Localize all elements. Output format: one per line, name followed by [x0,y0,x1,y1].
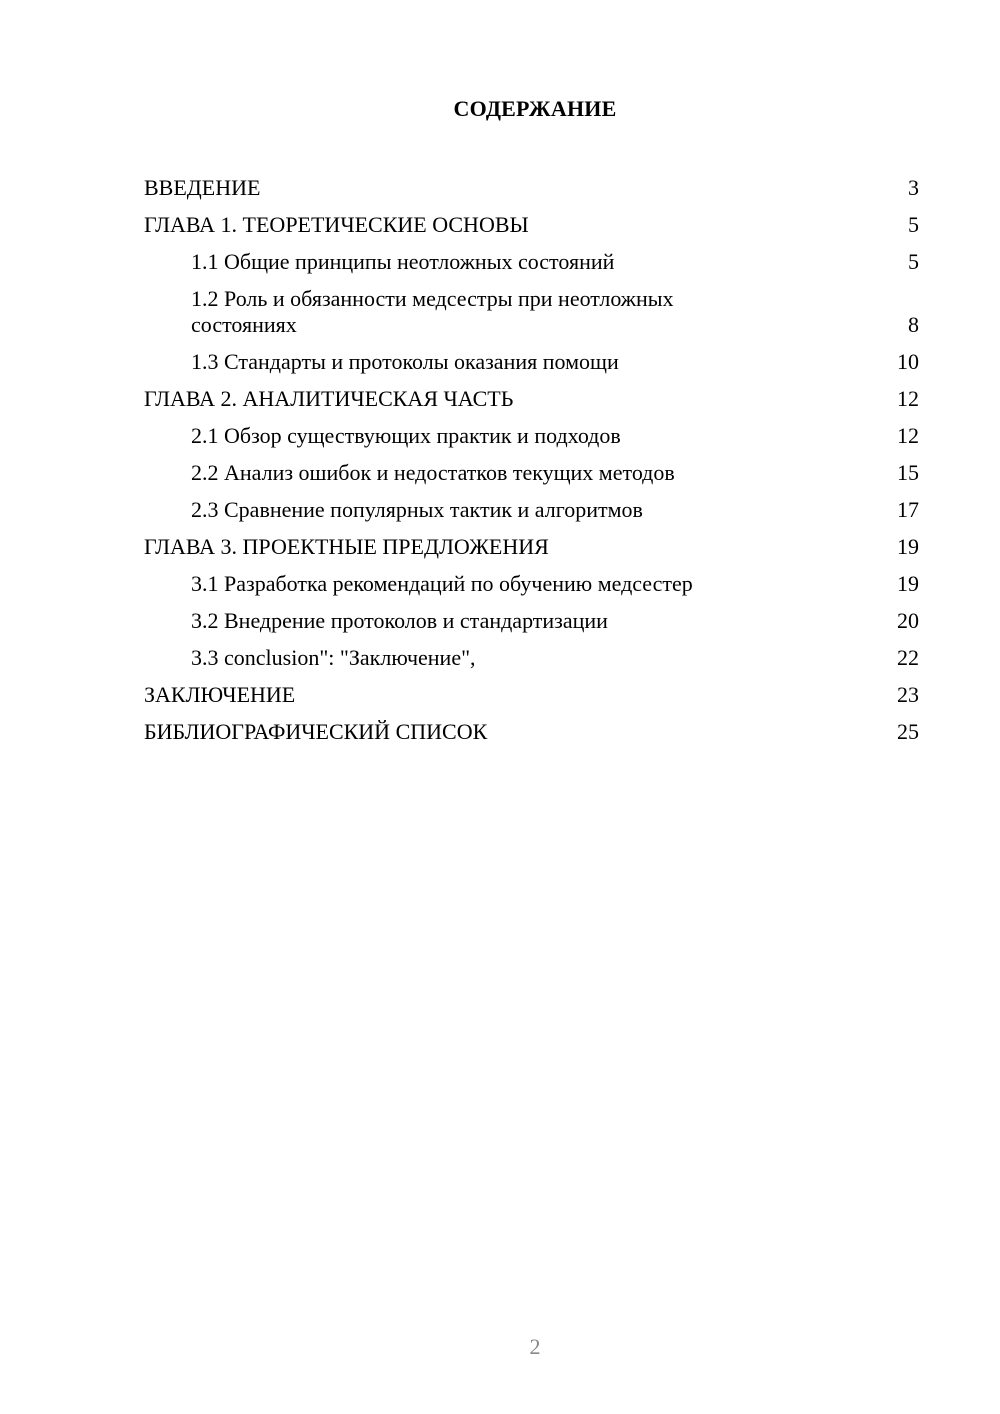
table-of-contents [144,170,919,751]
toc-title: СОДЕРЖАНИЕ [453,96,617,121]
toc-entry-label: 3.2 Внедрение протоколов и стандартизации [191,608,608,633]
toc-entry[interactable] [144,281,919,344]
toc-entry-label: БИБЛИОГРАФИЧЕСКИЙ СПИСОК [144,719,488,744]
toc-entry-label: ВВЕДЕНИЕ [144,175,261,200]
toc-entry[interactable] [144,207,919,244]
toc-entry-label: 2.3 Сравнение популярных тактик и алгоритмов [191,497,643,522]
toc-entry-label: 1.1 Общие принципы неотложных состояний [191,249,615,274]
toc-entry[interactable] [144,714,919,751]
toc-entry-page: 3 [908,175,919,200]
toc-entry-page: 12 [897,386,919,411]
toc-entry-label: 3.3 conclusion": "Заключение", [191,645,476,670]
toc-entry-page: 15 [897,460,919,485]
toc-entry[interactable] [144,566,919,603]
toc-entry-page: 5 [908,249,919,274]
toc-entry-label: 1.2 Роль и обязанности медсестры при неотложных состояниях [191,286,674,337]
toc-entry-label: 3.1 Разработка рекомендаций по обучению медсестер [191,571,693,596]
toc-entry-page: 19 [897,534,919,559]
toc-entry-page: 10 [897,349,919,374]
toc-entry[interactable] [144,344,919,381]
toc-entry-page: 8 [908,312,919,337]
toc-entry[interactable] [144,170,919,207]
toc-entry-label: ЗАКЛЮЧЕНИЕ [144,682,296,707]
toc-entry-label: 1.3 Стандарты и протоколы оказания помощи [191,349,619,374]
toc-entry[interactable] [144,492,919,529]
toc-entry-page: 17 [897,497,919,522]
toc-entry-page: 22 [897,645,919,670]
toc-entry-page: 25 [897,719,919,744]
toc-entry[interactable] [144,529,919,566]
toc-entry-label: 2.2 Анализ ошибок и недостатков текущих методов [191,460,675,485]
toc-entry[interactable] [144,244,919,281]
toc-entry-label: ГЛАВА 1. ТЕОРЕТИЧЕСКИЕ ОСНОВЫ [144,212,529,237]
toc-entry-page: 5 [908,212,919,237]
toc-entry-label: ГЛАВА 2. АНАЛИТИЧЕСКАЯ ЧАСТЬ [144,386,514,411]
toc-entry-page: 23 [897,682,919,707]
toc-entry[interactable] [144,418,919,455]
toc-entry-page: 20 [897,608,919,633]
toc-entry[interactable] [144,677,919,714]
toc-entry-page: 19 [897,571,919,596]
toc-entry[interactable] [144,603,919,640]
toc-entry-label: ГЛАВА 3. ПРОЕКТНЫЕ ПРЕДЛОЖЕНИЯ [144,534,549,559]
toc-entry[interactable] [144,640,919,677]
toc-entry-page: 12 [897,423,919,448]
toc-entry[interactable] [144,455,919,492]
toc-entry[interactable] [144,381,919,418]
toc-entry-label: 2.1 Обзор существующих практик и подходов [191,423,621,448]
page-number: 2 [529,1334,541,1359]
